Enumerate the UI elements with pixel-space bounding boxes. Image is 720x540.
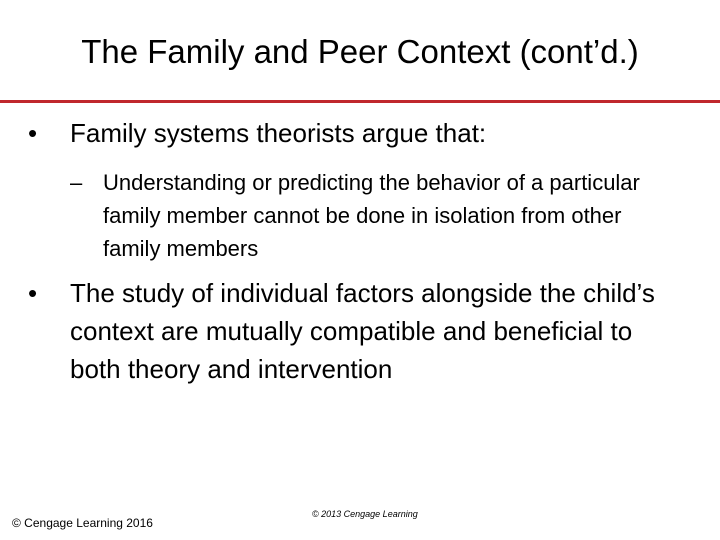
- bullet-text: The study of individual factors alongside the child’s context are mutually compatible and beneficial to both theory and intervention: [70, 278, 655, 384]
- subbullet-marker: –: [70, 170, 83, 195]
- bullet-marker: •: [28, 278, 38, 308]
- subbullet-text: Understanding or predicting the behavior of a particular family member cannot be done in isolation from other family members: [103, 170, 640, 261]
- bullet-item-family-systems: [28, 114, 690, 152]
- subbullet-item-understanding: [70, 166, 683, 265]
- title-divider: [0, 100, 720, 103]
- bullet-text: Family systems theorists argue that:: [70, 118, 487, 148]
- slide-title: The Family and Peer Context (cont’d.): [81, 33, 639, 70]
- copyright-footer: © Cengage Learning 2016: [12, 516, 153, 530]
- image-credit: © 2013 Cengage Learning: [312, 509, 418, 519]
- bullet-marker: •: [28, 118, 38, 148]
- bullet-item-individual-factors: [28, 274, 690, 388]
